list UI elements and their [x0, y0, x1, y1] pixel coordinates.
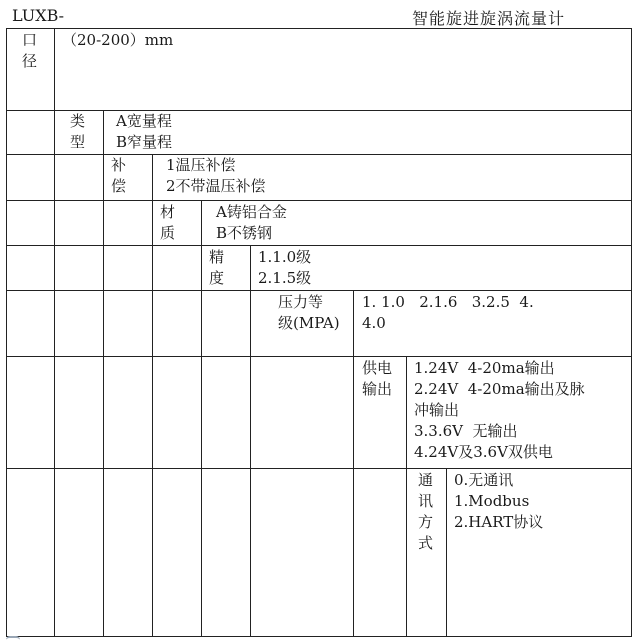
rule-line [6, 636, 632, 637]
rule-line [406, 356, 407, 636]
rule-line [6, 356, 632, 357]
rule-line [631, 28, 632, 636]
type-option: B窄量程 [116, 133, 173, 151]
model-prefix: LUXB- [12, 6, 65, 25]
material-options [216, 202, 287, 244]
power-output-options [414, 358, 628, 463]
material-option: A铸铝合金 [216, 203, 287, 221]
rule-line [6, 154, 632, 155]
rule-line [6, 245, 632, 246]
rule-line [54, 28, 55, 636]
accuracy-label: 精 度 [209, 248, 225, 287]
caliber-label: 口 径 [22, 31, 38, 70]
power-output-option: 3.3.6V 无输出 [414, 422, 518, 440]
communication-option: 2.HART协议 [454, 513, 544, 531]
compensation-option: 1温压补偿 [166, 156, 236, 174]
type-option: A宽量程 [116, 112, 172, 130]
accuracy-options [258, 247, 311, 289]
type-label: 类 型 [70, 112, 86, 151]
accuracy-option: 1.1.0级 [258, 248, 312, 266]
compensation-options [166, 155, 266, 197]
pressure-label: 压力等 级(MPA) [278, 293, 340, 332]
rule-line [353, 290, 354, 636]
caliber-option: （20-200）mm [62, 31, 174, 49]
rule-line [6, 290, 632, 291]
rule-line [6, 28, 632, 29]
communication-option: 1.Modbus [454, 492, 530, 510]
rule-line [201, 200, 202, 636]
communication-options [454, 470, 543, 533]
compensation-label: 补 偿 [111, 156, 127, 195]
product-name: 智能旋进旋涡流量计 [412, 9, 566, 28]
rule-line [6, 200, 632, 201]
rule-line [250, 245, 251, 636]
compensation-option: 2不带温压补偿 [166, 177, 266, 195]
power-output-option: 1.24V 4-20ma输出 [414, 359, 555, 377]
caliber-options [62, 30, 173, 51]
rule-line [6, 28, 7, 636]
accuracy-option: 2.1.5级 [258, 269, 312, 287]
rule-line [446, 468, 447, 636]
type-options [116, 111, 172, 153]
material-option: B不锈钢 [216, 224, 273, 242]
page-corner-mark [6, 636, 20, 644]
rule-line [152, 154, 153, 636]
rule-line [6, 110, 632, 111]
rule-line [6, 468, 632, 469]
material-label: 材 质 [160, 203, 176, 242]
power-output-option: 4.24V及3.6V双供电 [414, 443, 553, 461]
communication-label: 通 讯 方 式 [418, 471, 434, 552]
pressure-options: 1. 1.0 2.1.6 3.2.5 4. 4.0 [362, 293, 534, 332]
rule-line [103, 110, 104, 636]
power-output-option: 2.24V 4-20ma输出及脉 冲输出 [414, 380, 585, 419]
power-output-label: 供电 输出 [362, 359, 393, 398]
communication-option: 0.无通讯 [454, 471, 514, 489]
